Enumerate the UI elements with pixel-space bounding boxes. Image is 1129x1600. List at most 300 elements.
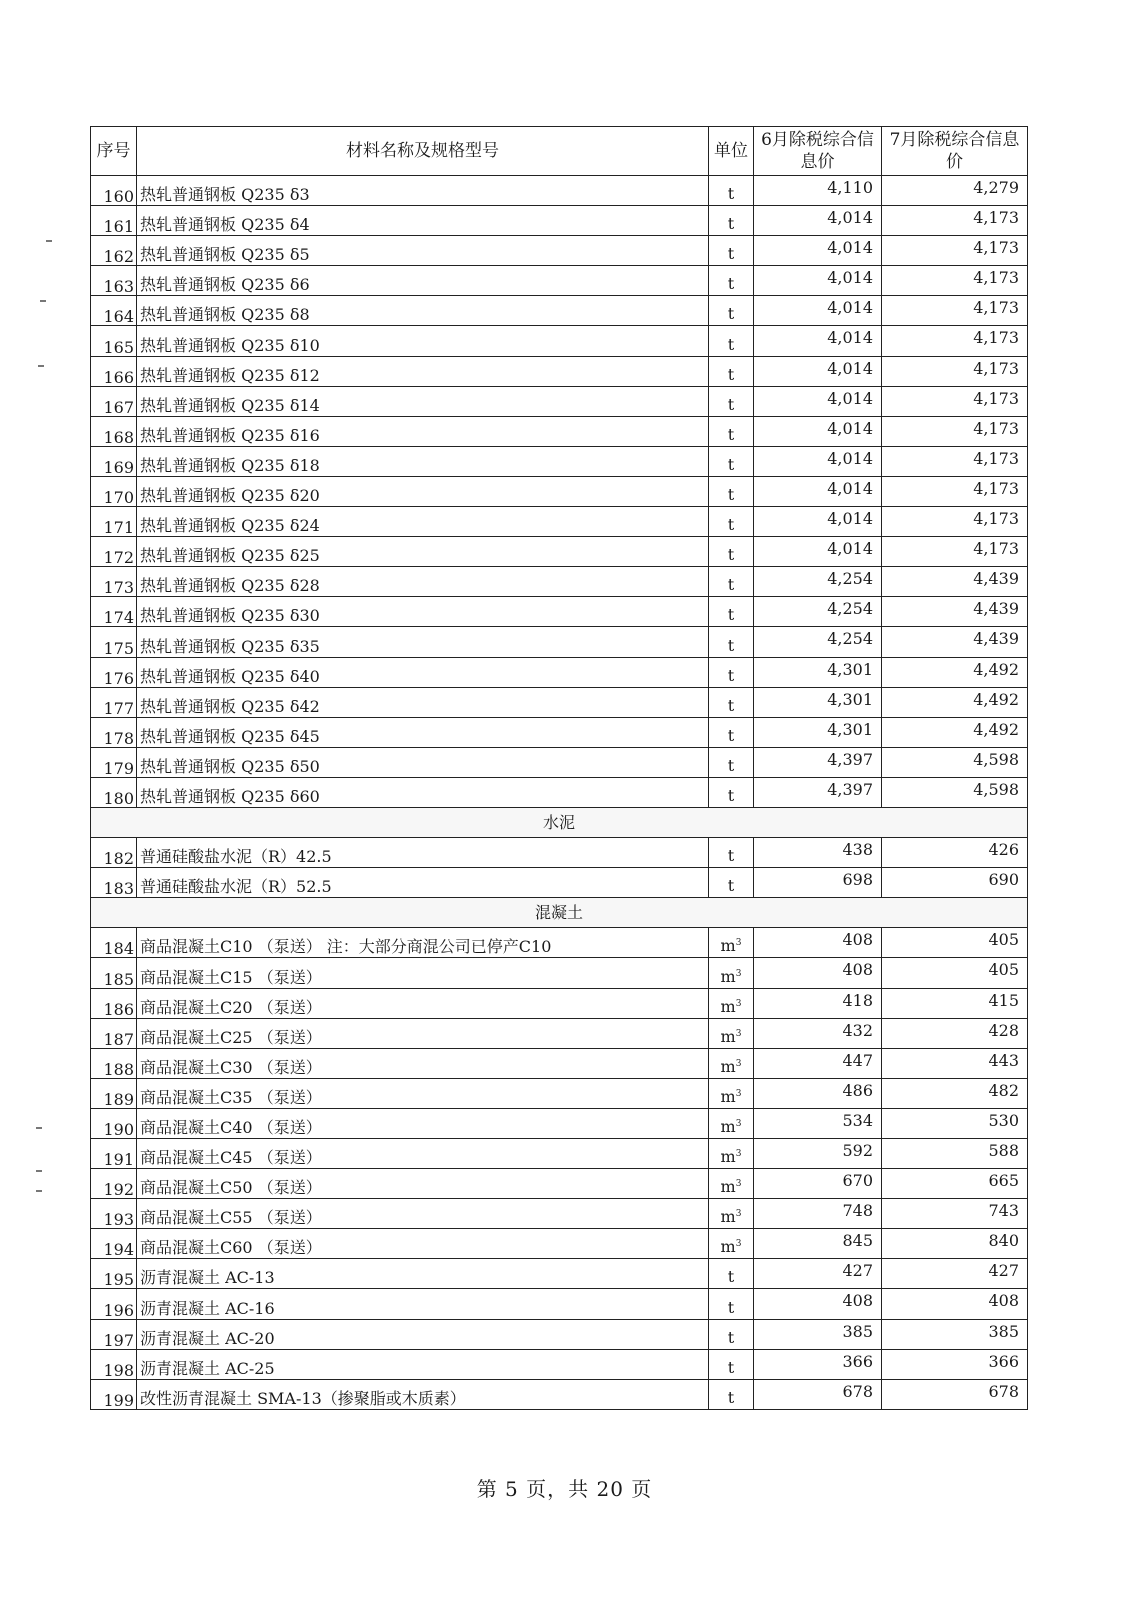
row-june-price: 4,014 xyxy=(754,236,882,266)
unit-value: m xyxy=(720,1026,736,1046)
row-unit xyxy=(709,206,754,236)
row-material-name: 热轧普通钢板 Q235 δ20 xyxy=(137,476,709,506)
row-seq: 180 xyxy=(91,777,137,807)
row-material-name: 商品混凝土C10 （泵送） 注：大部分商混公司已停产C10 xyxy=(137,928,709,958)
row-seq: 165 xyxy=(91,326,137,356)
row-seq: 189 xyxy=(91,1078,137,1108)
row-july-price: 408 xyxy=(882,1289,1028,1319)
row-seq: 197 xyxy=(91,1319,137,1349)
unit-superscript: 3 xyxy=(735,1179,742,1190)
row-june-price: 4,014 xyxy=(754,507,882,537)
unit-value: t xyxy=(727,454,735,474)
table-row xyxy=(91,1169,1028,1199)
unit-value: m xyxy=(720,966,736,986)
unit-value: t xyxy=(727,364,735,384)
row-material-name: 商品混凝土C15 （泵送） xyxy=(137,958,709,988)
row-seq: 168 xyxy=(91,416,137,446)
header-name: 材料名称及规格型号 xyxy=(137,127,709,176)
table-row xyxy=(91,1108,1028,1138)
row-seq: 162 xyxy=(91,236,137,266)
row-material-name: 热轧普通钢板 Q235 δ24 xyxy=(137,507,709,537)
unit-superscript: 3 xyxy=(735,1088,742,1099)
row-unit xyxy=(709,838,754,868)
row-july-price: 4,173 xyxy=(882,416,1028,446)
row-material-name: 沥青混凝土 AC-13 xyxy=(137,1259,709,1289)
row-unit xyxy=(709,1108,754,1138)
row-june-price: 447 xyxy=(754,1048,882,1078)
table-row xyxy=(91,1379,1028,1409)
row-june-price: 4,014 xyxy=(754,446,882,476)
row-june-price: 4,014 xyxy=(754,326,882,356)
row-june-price: 4,014 xyxy=(754,416,882,446)
table-row xyxy=(91,476,1028,506)
unit-value: m xyxy=(720,1147,736,1167)
row-june-price: 438 xyxy=(754,838,882,868)
row-seq: 193 xyxy=(91,1199,137,1229)
row-june-price: 418 xyxy=(754,988,882,1018)
row-june-price: 4,014 xyxy=(754,296,882,326)
row-july-price: 4,492 xyxy=(882,687,1028,717)
unit-superscript: 3 xyxy=(735,1058,742,1069)
header-unit: 单位 xyxy=(709,127,754,176)
row-july-price: 4,173 xyxy=(882,476,1028,506)
row-seq: 183 xyxy=(91,868,137,898)
row-june-price: 4,254 xyxy=(754,597,882,627)
row-unit xyxy=(709,386,754,416)
row-june-price: 670 xyxy=(754,1169,882,1199)
row-unit xyxy=(709,537,754,567)
unit-value: t xyxy=(727,244,735,264)
row-material-name: 热轧普通钢板 Q235 δ12 xyxy=(137,356,709,386)
unit-value: t xyxy=(727,334,735,354)
row-june-price: 4,254 xyxy=(754,627,882,657)
row-july-price: 4,173 xyxy=(882,356,1028,386)
row-june-price: 4,014 xyxy=(754,356,882,386)
row-seq: 196 xyxy=(91,1289,137,1319)
table-row xyxy=(91,958,1028,988)
row-material-name: 热轧普通钢板 Q235 δ5 xyxy=(137,236,709,266)
unit-superscript: 3 xyxy=(735,1119,742,1129)
row-july-price: 4,173 xyxy=(882,446,1028,476)
row-july-price: 4,173 xyxy=(882,236,1028,266)
table-row xyxy=(91,386,1028,416)
row-seq: 171 xyxy=(91,507,137,537)
unit-value: t xyxy=(727,545,735,565)
unit-value: m xyxy=(720,1086,736,1106)
row-seq: 185 xyxy=(91,958,137,988)
row-july-price: 4,173 xyxy=(882,296,1028,326)
row-july-price: 427 xyxy=(882,1259,1028,1289)
header-june-price: 6月除税综合信息价 xyxy=(754,127,882,176)
unit-superscript: 3 xyxy=(735,968,742,979)
row-material-name: 热轧普通钢板 Q235 δ50 xyxy=(137,747,709,777)
row-seq: 173 xyxy=(91,567,137,597)
scan-speck xyxy=(38,365,44,367)
row-seq: 194 xyxy=(91,1229,137,1259)
row-july-price: 4,173 xyxy=(882,326,1028,356)
table-row xyxy=(91,236,1028,266)
row-unit xyxy=(709,657,754,687)
row-june-price: 748 xyxy=(754,1199,882,1229)
unit-superscript: 3 xyxy=(735,1028,742,1039)
table-row xyxy=(91,1139,1028,1169)
row-june-price: 486 xyxy=(754,1078,882,1108)
row-unit xyxy=(709,597,754,627)
row-unit xyxy=(709,717,754,747)
row-july-price: 4,173 xyxy=(882,206,1028,236)
table-row xyxy=(91,1319,1028,1349)
unit-value: t xyxy=(727,1297,735,1317)
row-unit xyxy=(709,1018,754,1048)
row-june-price: 845 xyxy=(754,1229,882,1259)
scan-speck xyxy=(46,240,52,242)
row-material-name: 商品混凝土C40 （泵送） xyxy=(137,1108,709,1138)
unit-value: m xyxy=(720,1117,736,1136)
row-unit xyxy=(709,988,754,1018)
table-row xyxy=(91,1078,1028,1108)
row-seq: 163 xyxy=(91,266,137,296)
row-july-price: 482 xyxy=(882,1078,1028,1108)
section-row xyxy=(91,807,1028,837)
unit-value: t xyxy=(727,424,735,444)
row-july-price: 588 xyxy=(882,1139,1028,1169)
unit-value: t xyxy=(727,394,735,414)
table-row xyxy=(91,1199,1028,1229)
scan-speck xyxy=(36,1127,42,1129)
row-july-price: 4,492 xyxy=(882,657,1028,687)
table-header-row xyxy=(91,127,1028,176)
row-unit xyxy=(709,1229,754,1259)
row-unit xyxy=(709,176,754,206)
row-seq: 176 xyxy=(91,657,137,687)
row-seq: 179 xyxy=(91,747,137,777)
row-material-name: 热轧普通钢板 Q235 δ35 xyxy=(137,627,709,657)
row-unit xyxy=(709,356,754,386)
row-unit xyxy=(709,1048,754,1078)
table-row xyxy=(91,206,1028,236)
row-june-price: 4,397 xyxy=(754,747,882,777)
row-material-name: 商品混凝土C50 （泵送） xyxy=(137,1169,709,1199)
row-unit xyxy=(709,416,754,446)
row-material-name: 热轧普通钢板 Q235 δ4 xyxy=(137,206,709,236)
row-unit xyxy=(709,687,754,717)
row-material-name: 热轧普通钢板 Q235 δ45 xyxy=(137,717,709,747)
row-seq: 161 xyxy=(91,206,137,236)
table-row xyxy=(91,296,1028,326)
row-july-price: 678 xyxy=(882,1379,1028,1409)
row-seq: 174 xyxy=(91,597,137,627)
table-row xyxy=(91,747,1028,777)
row-june-price: 385 xyxy=(754,1319,882,1349)
table-row xyxy=(91,868,1028,898)
row-june-price: 408 xyxy=(754,928,882,958)
row-july-price: 415 xyxy=(882,988,1028,1018)
unit-value: t xyxy=(727,1267,735,1287)
row-unit xyxy=(709,958,754,988)
row-june-price: 366 xyxy=(754,1349,882,1379)
table-row xyxy=(91,1259,1028,1289)
row-unit xyxy=(709,446,754,476)
row-seq: 164 xyxy=(91,296,137,326)
table-row xyxy=(91,777,1028,807)
row-seq: 178 xyxy=(91,717,137,747)
row-material-name: 改性沥青混凝土 SMA-13（掺聚脂或木质素） xyxy=(137,1379,709,1409)
row-material-name: 沥青混凝土 AC-20 xyxy=(137,1319,709,1349)
row-june-price: 427 xyxy=(754,1259,882,1289)
row-unit xyxy=(709,1199,754,1229)
row-june-price: 4,014 xyxy=(754,386,882,416)
row-unit xyxy=(709,296,754,326)
row-unit xyxy=(709,1169,754,1199)
row-unit xyxy=(709,627,754,657)
page-footer: 第 5 页，共 20 页 xyxy=(476,1477,653,1501)
row-seq: 198 xyxy=(91,1349,137,1379)
table-row xyxy=(91,1349,1028,1379)
table-row xyxy=(91,326,1028,356)
unit-value: t xyxy=(727,214,735,234)
row-seq: 167 xyxy=(91,386,137,416)
table-row xyxy=(91,988,1028,1018)
unit-value: m xyxy=(720,936,736,956)
row-june-price: 4,301 xyxy=(754,717,882,747)
unit-value: m xyxy=(720,996,736,1016)
row-material-name: 商品混凝土C35 （泵送） xyxy=(137,1078,709,1108)
row-july-price: 4,598 xyxy=(882,747,1028,777)
table-row xyxy=(91,838,1028,868)
row-material-name: 热轧普通钢板 Q235 δ18 xyxy=(137,446,709,476)
unit-value: m xyxy=(720,1237,736,1257)
row-material-name: 商品混凝土C25 （泵送） xyxy=(137,1018,709,1048)
row-seq: 191 xyxy=(91,1139,137,1169)
row-unit xyxy=(709,507,754,537)
unit-value: t xyxy=(727,184,735,204)
row-unit xyxy=(709,1259,754,1289)
row-july-price: 443 xyxy=(882,1048,1028,1078)
row-seq: 172 xyxy=(91,537,137,567)
row-seq: 190 xyxy=(91,1108,137,1138)
row-material-name: 商品混凝土C55 （泵送） xyxy=(137,1199,709,1229)
row-june-price: 4,014 xyxy=(754,476,882,506)
table-row xyxy=(91,416,1028,446)
row-material-name: 热轧普通钢板 Q235 δ40 xyxy=(137,657,709,687)
row-july-price: 405 xyxy=(882,958,1028,988)
unit-value: t xyxy=(727,1357,735,1377)
unit-value: t xyxy=(727,846,735,866)
row-unit xyxy=(709,777,754,807)
row-unit xyxy=(709,567,754,597)
unit-value: t xyxy=(727,725,735,745)
row-material-name: 热轧普通钢板 Q235 δ60 xyxy=(137,777,709,807)
row-unit xyxy=(709,1139,754,1169)
row-seq: 187 xyxy=(91,1018,137,1048)
unit-value: t xyxy=(727,485,735,505)
row-june-price: 4,301 xyxy=(754,687,882,717)
row-material-name: 沥青混凝土 AC-16 xyxy=(137,1289,709,1319)
table-body xyxy=(91,176,1028,1410)
unit-value: t xyxy=(727,1387,735,1407)
row-june-price: 4,014 xyxy=(754,206,882,236)
unit-superscript: 3 xyxy=(735,938,742,949)
row-unit xyxy=(709,928,754,958)
row-july-price: 690 xyxy=(882,868,1028,898)
row-material-name: 热轧普通钢板 Q235 δ14 xyxy=(137,386,709,416)
row-july-price: 4,598 xyxy=(882,777,1028,807)
row-july-price: 4,173 xyxy=(882,266,1028,296)
unit-value: t xyxy=(727,605,735,625)
unit-superscript: 3 xyxy=(735,1209,742,1220)
row-june-price: 4,014 xyxy=(754,266,882,296)
unit-value: t xyxy=(727,876,735,896)
row-july-price: 530 xyxy=(882,1108,1028,1138)
unit-value: t xyxy=(727,665,735,685)
unit-value: t xyxy=(727,635,735,655)
row-unit xyxy=(709,266,754,296)
row-june-price: 4,301 xyxy=(754,657,882,687)
table-row xyxy=(91,1048,1028,1078)
row-material-name: 热轧普通钢板 Q235 δ16 xyxy=(137,416,709,446)
row-seq: 184 xyxy=(91,928,137,958)
price-table xyxy=(90,126,1028,1410)
row-july-price: 4,173 xyxy=(882,537,1028,567)
row-july-price: 405 xyxy=(882,928,1028,958)
table-row xyxy=(91,627,1028,657)
row-material-name: 热轧普通钢板 Q235 δ3 xyxy=(137,176,709,206)
row-june-price: 408 xyxy=(754,1289,882,1319)
row-material-name: 热轧普通钢板 Q235 δ10 xyxy=(137,326,709,356)
row-july-price: 4,439 xyxy=(882,627,1028,657)
scan-speck xyxy=(36,1170,42,1172)
row-seq: 182 xyxy=(91,838,137,868)
table-row xyxy=(91,687,1028,717)
section-row xyxy=(91,898,1028,928)
row-seq: 160 xyxy=(91,176,137,206)
table-row xyxy=(91,567,1028,597)
table-row xyxy=(91,1289,1028,1319)
row-material-name: 热轧普通钢板 Q235 δ30 xyxy=(137,597,709,627)
row-july-price: 4,439 xyxy=(882,597,1028,627)
table-row xyxy=(91,446,1028,476)
header-july-price: 7月除税综合信息价 xyxy=(882,127,1028,176)
unit-value: m xyxy=(720,1056,736,1076)
table-row xyxy=(91,507,1028,537)
row-unit xyxy=(709,868,754,898)
row-material-name: 商品混凝土C20 （泵送） xyxy=(137,988,709,1018)
row-june-price: 534 xyxy=(754,1108,882,1138)
row-june-price: 4,014 xyxy=(754,537,882,567)
row-material-name: 热轧普通钢板 Q235 δ8 xyxy=(137,296,709,326)
section-label: 水泥 xyxy=(91,807,1028,837)
row-june-price: 678 xyxy=(754,1379,882,1409)
table-row xyxy=(91,597,1028,627)
row-material-name: 商品混凝土C45 （泵送） xyxy=(137,1139,709,1169)
row-july-price: 743 xyxy=(882,1199,1028,1229)
unit-value: t xyxy=(727,785,735,805)
row-july-price: 840 xyxy=(882,1229,1028,1259)
row-material-name: 热轧普通钢板 Q235 δ6 xyxy=(137,266,709,296)
header-seq: 序号 xyxy=(91,127,137,176)
row-seq: 188 xyxy=(91,1048,137,1078)
row-july-price: 4,173 xyxy=(882,507,1028,537)
row-june-price: 432 xyxy=(754,1018,882,1048)
row-unit xyxy=(709,236,754,266)
row-seq: 169 xyxy=(91,446,137,476)
row-june-price: 4,254 xyxy=(754,567,882,597)
row-june-price: 592 xyxy=(754,1139,882,1169)
row-july-price: 4,492 xyxy=(882,717,1028,747)
table-row xyxy=(91,928,1028,958)
unit-superscript: 3 xyxy=(735,1149,742,1160)
unit-value: t xyxy=(727,575,735,595)
row-july-price: 4,279 xyxy=(882,176,1028,206)
unit-value: t xyxy=(727,695,735,715)
row-july-price: 366 xyxy=(882,1349,1028,1379)
row-june-price: 4,397 xyxy=(754,777,882,807)
row-seq: 192 xyxy=(91,1169,137,1199)
row-material-name: 热轧普通钢板 Q235 δ25 xyxy=(137,537,709,567)
table-row xyxy=(91,717,1028,747)
unit-superscript: 3 xyxy=(735,1239,742,1250)
row-july-price: 665 xyxy=(882,1169,1028,1199)
table-row xyxy=(91,537,1028,567)
section-label: 混凝土 xyxy=(91,898,1028,928)
table-row xyxy=(91,356,1028,386)
row-unit xyxy=(709,747,754,777)
table-row xyxy=(91,1229,1028,1259)
table-row xyxy=(91,266,1028,296)
unit-value: t xyxy=(727,515,735,535)
row-july-price: 385 xyxy=(882,1319,1028,1349)
row-unit xyxy=(709,1319,754,1349)
row-seq: 170 xyxy=(91,476,137,506)
row-june-price: 698 xyxy=(754,868,882,898)
row-july-price: 428 xyxy=(882,1018,1028,1048)
row-seq: 186 xyxy=(91,988,137,1018)
row-unit xyxy=(709,1078,754,1108)
row-material-name: 商品混凝土C30 （泵送） xyxy=(137,1048,709,1078)
row-material-name: 热轧普通钢板 Q235 δ28 xyxy=(137,567,709,597)
row-seq: 195 xyxy=(91,1259,137,1289)
row-material-name: 沥青混凝土 AC-25 xyxy=(137,1349,709,1379)
unit-value: t xyxy=(727,1327,735,1347)
unit-value: t xyxy=(727,274,735,294)
table-row xyxy=(91,657,1028,687)
row-material-name: 普通硅酸盐水泥（R）42.5 xyxy=(137,838,709,868)
row-material-name: 热轧普通钢板 Q235 δ42 xyxy=(137,687,709,717)
row-unit xyxy=(709,476,754,506)
unit-value: m xyxy=(720,1207,736,1227)
row-unit xyxy=(709,326,754,356)
row-july-price: 4,439 xyxy=(882,567,1028,597)
row-july-price: 4,173 xyxy=(882,386,1028,416)
unit-value: t xyxy=(727,304,735,324)
scan-speck xyxy=(40,300,46,302)
row-june-price: 408 xyxy=(754,958,882,988)
row-seq: 166 xyxy=(91,356,137,386)
row-unit xyxy=(709,1379,754,1409)
row-unit xyxy=(709,1349,754,1379)
row-seq: 177 xyxy=(91,687,137,717)
table-row xyxy=(91,176,1028,206)
row-material-name: 商品混凝土C60 （泵送） xyxy=(137,1229,709,1259)
row-seq: 175 xyxy=(91,627,137,657)
row-june-price: 4,110 xyxy=(754,176,882,206)
row-july-price: 426 xyxy=(882,838,1028,868)
scan-speck xyxy=(36,1190,42,1192)
table-row xyxy=(91,1018,1028,1048)
row-material-name: 普通硅酸盐水泥（R）52.5 xyxy=(137,868,709,898)
row-unit xyxy=(709,1289,754,1319)
unit-value: t xyxy=(727,755,735,775)
